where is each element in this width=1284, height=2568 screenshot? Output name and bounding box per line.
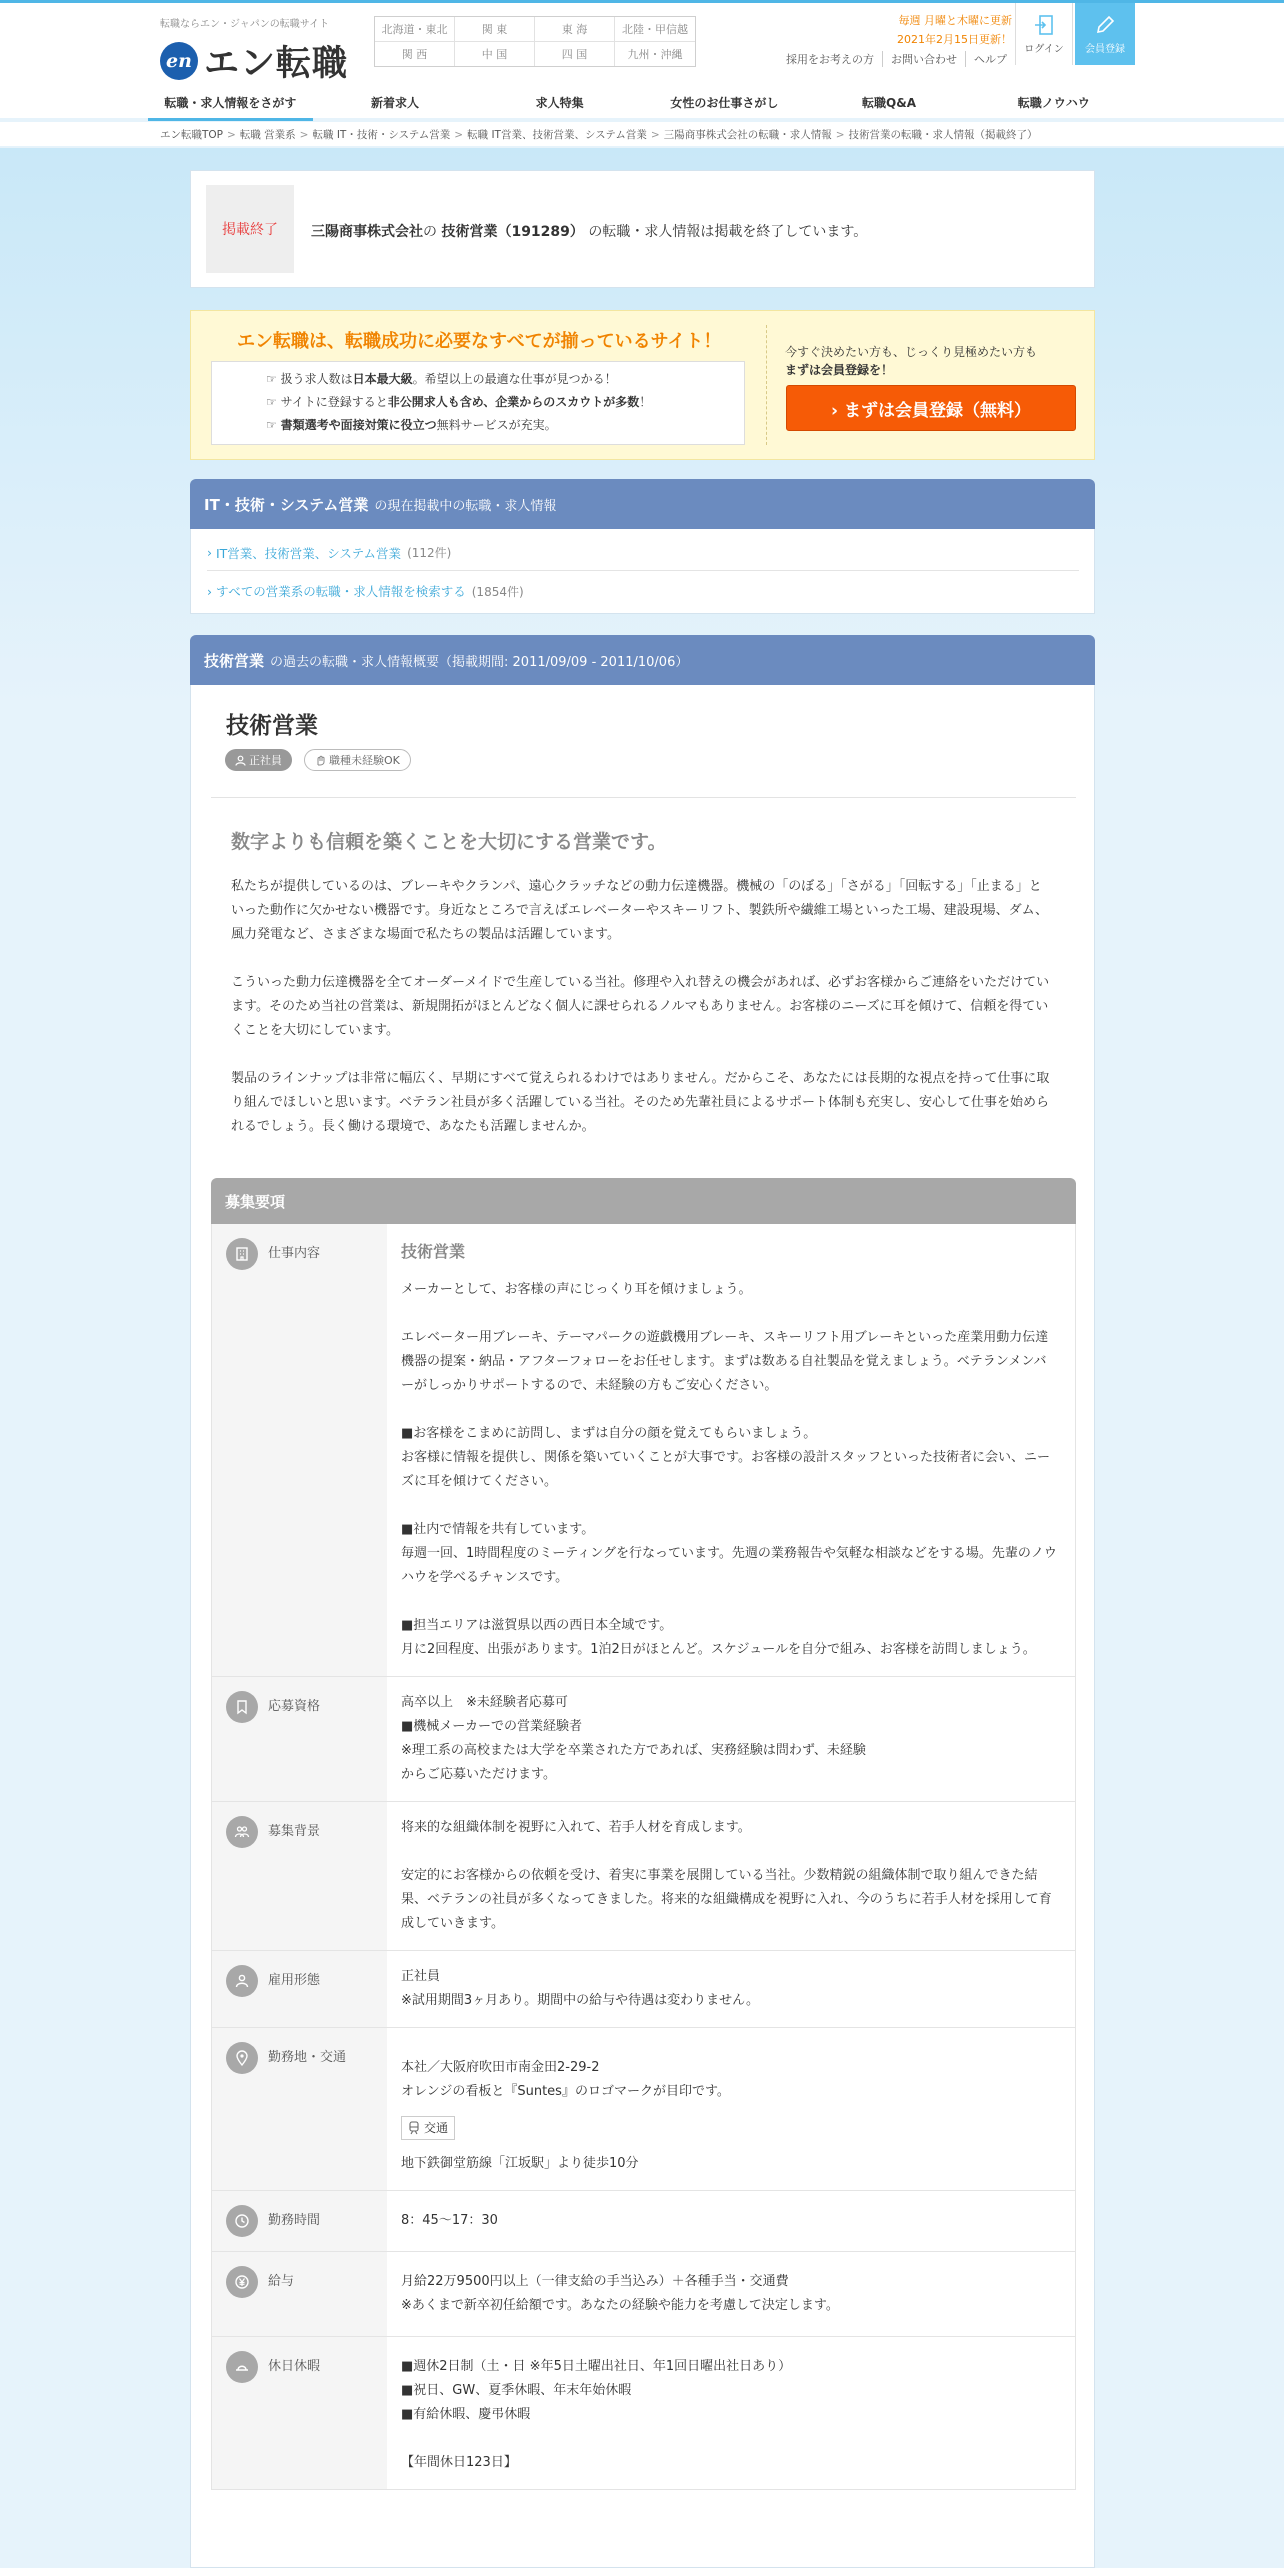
clock-icon — [226, 2205, 258, 2237]
category-links — [190, 529, 1095, 614]
area-link[interactable]: 関 東 — [455, 17, 535, 42]
req-label: 雇用形態 — [268, 1973, 321, 1988]
nav-women-jobs[interactable]: 女性のお仕事さがし — [670, 96, 779, 110]
site-header — [0, 3, 1284, 118]
nav-new-jobs[interactable]: 新着求人 — [371, 96, 420, 110]
category-count: (112件) — [407, 546, 452, 560]
area-link[interactable]: 東 海 — [535, 17, 615, 42]
work-title: 技術営業 — [401, 1242, 466, 1261]
req-label: 勤務時間 — [268, 2213, 321, 2228]
employment-tag: 正社員 — [225, 749, 292, 771]
req-value-work: 技術営業 メーカーとして、お客様の声にじっくり耳を傾けましょう。 エレベーター用ブレーキ、テーマパークの遊戯機用ブレーキ、スキーリフト用ブレーキといった産業用動力伝達機器の提案・納品・アフターフォローをお任せします。まずは数ある自社製品を覚えましょう。ベテランメンバーがしっかりサポートするので、未経験の方もご安心ください。 ■お客様をこまめに訪問し、まずは自分の顔を覚えてもらいましょう。 お客様に情報を提供し、関係を築いていくことが大事です。お客様の設計スタッフといった技術者に会い、ニーズに耳を傾けてください。 ■社内で情報を共有しています。 毎週一回、1時間程度のミーティングを行なっています。先週の業務報告や気軽な相談などをする場。先輩のノウハウを学べるチャンスです。 ■担当エリアは滋賀県以西の西日本全域です。 月に2回程度、出張があります。1泊2日がほとんど。スケジュールを自分で組み、お客様を訪問しましょう。 — [387, 1224, 1075, 1676]
divider — [211, 797, 1076, 798]
area-link[interactable]: 中 国 — [455, 42, 535, 67]
nav-search-jobs[interactable]: 転職・求人情報をさがす — [148, 88, 313, 121]
global-nav — [148, 88, 1136, 121]
breadcrumb-item[interactable]: 三陽商事株式会社の転職・求人情報 — [663, 129, 832, 141]
pencil-icon — [1094, 14, 1116, 36]
en-logo-icon: en — [160, 42, 198, 80]
promo-divider — [766, 325, 767, 445]
map-pin-icon — [226, 2042, 258, 2074]
promo-title: エン転職は、転職成功に必要なすべてが揃っているサイト！ — [237, 331, 722, 352]
req-row-location — [211, 2028, 1076, 2191]
area-link[interactable]: 九州・沖縄 — [627, 47, 683, 61]
all-sales-link[interactable]: すべての営業系の転職・求人情報を検索する — [215, 584, 466, 599]
update-date: 2021年2月15日更新！ — [897, 33, 1012, 46]
job-intro — [231, 875, 1051, 1163]
intro-paragraph: こういった動力伝達機器を全てオーダーメイドで生産している当社。修理や入れ替えの機会があれば、必ずお客様からご連絡をいただけています。そのため当社の営業は、新規開拓がほとんどなく個人に課せられるノルマもありません。お客様のニーズに耳を傾けて、信頼を得ていくことを大切にしています。 — [231, 975, 1050, 1038]
req-value-location: 本社／大阪府吹田市南金田2-29-2 オレンジの看板と『Suntes』のロゴマークが目印です。 交通 地下鉄御堂筋線「江坂駅」より徒歩10分 — [401, 2060, 730, 2171]
hand-icon — [315, 755, 326, 766]
breadcrumb-item[interactable]: 転職 営業系 — [239, 129, 296, 141]
req-row-qualification — [211, 1677, 1076, 1802]
login-icon — [1033, 14, 1055, 36]
intro-paragraph: 私たちが提供しているのは、ブレーキやクランパ、遠心クラッチなどの動力伝達機器。機械の「のぼる」「さがる」「回転する」「止まる」といった動作に欠かせない機器です。身近なところで言えばエレベーターやスキーリフト、製鉄所や繊維工場といった工場、建設現場、ダム、風力発電など、さまざまな場面で私たちの製品は活躍しています。 — [231, 879, 1049, 942]
req-row-holidays — [211, 2337, 1076, 2490]
category-subtitle: の現在掲載中の転職・求人情報 — [374, 498, 557, 514]
breadcrumb-item[interactable]: エン転職TOP — [160, 129, 224, 141]
header-links — [778, 51, 1015, 67]
area-link[interactable]: 関 西 — [375, 42, 455, 67]
req-value-qualification: 高卒以上 ※未経験者応募可 ■機械メーカーでの営業経験者 ※理工系の高校または大学を卒業された方であれば、実務経験は問わず、未経験 からご応募いただけます。 — [401, 1695, 866, 1782]
area-link[interactable]: 四 国 — [535, 42, 615, 67]
req-label: 給与 — [268, 2274, 295, 2289]
promo-side-text: 今すぐ決めたい方も、じっくり見極めたい方も まずは会員登録を！ — [785, 345, 1038, 377]
promo-benefit: ☞ 書類選考や面接対策に役立つ無料サービスが充実。 — [266, 418, 557, 432]
inexperienced-ok-tag: 職種未経験OK — [304, 749, 411, 771]
register-cta-button[interactable]: › まずは会員登録（無料） — [786, 385, 1076, 431]
login-button[interactable] — [1015, 3, 1073, 65]
yen-icon — [226, 2266, 258, 2298]
req-value-hours: 8：45～17：30 — [401, 2213, 498, 2228]
login-label: ログイン — [1024, 43, 1064, 55]
register-label: 会員登録 — [1085, 43, 1125, 55]
past-title: 技術営業 — [204, 651, 265, 670]
people-icon — [226, 1816, 258, 1848]
logo-tagline: 転職ならエン・ジャパンの転職サイト — [160, 19, 330, 30]
registration-promo — [190, 310, 1095, 460]
ended-message: 三陽商事株式会社の 技術営業（191289） の転職・求人情報は掲載を終了しています。 — [311, 224, 868, 240]
contact-link[interactable]: お問い合わせ — [882, 51, 965, 67]
req-row-work — [211, 1224, 1076, 1677]
person-icon — [235, 755, 246, 766]
req-label: 勤務地・交通 — [268, 2050, 347, 2065]
req-row-employment — [211, 1951, 1076, 2028]
area-link[interactable]: 北海道・東北 — [375, 17, 455, 42]
breadcrumb-item[interactable]: 転職 IT営業、技術営業、システム営業 — [467, 129, 647, 141]
job-id: 技術営業（191289） — [441, 224, 584, 240]
update-schedule: 毎週 月曜と木曜に更新 — [898, 14, 1012, 27]
category-title: IT・技術・システム営業 — [204, 495, 369, 514]
building-icon — [226, 1238, 258, 1270]
req-value-employment: 正社員 ※試用期間3ヶ月あり。期間中の給与や待遇は変わりません。 — [401, 1969, 759, 2008]
job-detail — [190, 685, 1095, 2568]
transit-tag: 交通 — [401, 2116, 455, 2140]
company-name: 三陽商事株式会社 — [311, 224, 423, 240]
promo-benefits — [211, 361, 745, 445]
category-panel-header — [190, 479, 1095, 529]
promo-benefit: ☞ 扱う求人数は日本最大級。希望以上の最適な仕事が見つかる！ — [266, 372, 617, 386]
past-listing-header — [190, 635, 1095, 685]
nav-qa[interactable]: 転職Q&A — [862, 96, 916, 110]
req-value-background: 将来的な組織体制を視野に入れて、若手人材を育成します。 安定的にお客様からの依頼を受け、着実に事業を展開している当社。少数精鋭の組織体制で取り組んできた結果、ベテランの社員が多くなってきました。将来的な組織構成を視野に入れ、今のうちに若手人材を採用して育成していきます。 — [401, 1820, 1052, 1931]
req-row-salary — [211, 2252, 1076, 2337]
category-link-row: › すべての営業系の転職・求人情報を検索する (1854件) — [207, 583, 524, 599]
requirements-header: 募集要項 — [211, 1178, 1076, 1224]
listing-ended-notice — [190, 170, 1095, 288]
req-row-background — [211, 1802, 1076, 1951]
job-catchphrase: 数字よりも信頼を築くことを大切にする営業です。 — [231, 831, 667, 853]
area-selector — [374, 16, 696, 67]
help-link[interactable]: ヘルプ — [965, 51, 1015, 67]
update-note — [897, 11, 1012, 49]
breadcrumb-item[interactable]: 転職 IT・技術・システム営業 — [312, 129, 451, 141]
promo-benefit: ☞ サイトに登録すると非公開求人も含め、企業からのスカウトが多数！ — [266, 395, 652, 409]
req-value-salary: 月給22万9500円以上（一律支給の手当込み）＋各種手当・交通費 ※あくまで新卒初任給額です。あなたの経験や能力を考慮して決定します。 — [401, 2274, 839, 2313]
category-link-row: › IT営業、技術営業、システム営業 (112件) — [207, 535, 1079, 571]
recruiter-link[interactable]: 採用をお考えの方 — [786, 53, 874, 66]
req-label: 募集背景 — [268, 1824, 321, 1839]
req-row-hours — [211, 2191, 1076, 2252]
bookmark-icon — [226, 1691, 258, 1723]
area-link[interactable]: 北陸・甲信越 — [615, 17, 695, 42]
intro-paragraph: 製品のラインナップは非常に幅広く、早期にすべて覚えられるわけではありません。だからこそ、あなたには長期的な視点を持って仕事に取り組んでほしいと思います。ベテラン社員が多く活躍している当社。そのため先輩社員によるサポート体制も充実し、安心して仕事を始められるでしょう。長く働ける環境で、あなたも活躍しませんか。 — [231, 1071, 1050, 1134]
logo-text: エン転職 — [204, 44, 349, 84]
all-sales-count: (1854件) — [471, 584, 524, 599]
req-label: 休日休暇 — [268, 2359, 321, 2374]
req-label: 仕事内容 — [268, 1246, 321, 1261]
category-link[interactable]: IT営業、技術営業、システム営業 — [215, 545, 402, 561]
register-button[interactable] — [1075, 3, 1135, 65]
req-value-holidays: ■週休2日制（土・日 ※年5日土曜出社日、年1回日曜出社日あり） ■祝日、GW、夏季休暇、年末年始休暇 ■有給休暇、慶弔休暇 【年間休日123日】 — [401, 2359, 792, 2470]
breadcrumb: エン転職TOP > 転職 営業系 > 転職 IT・技術・システム営業 > 転職 IT営業、技術営業、システム営業 > 三陽商事株式会社の転職・求人情報 > 技術営業の転職・求人情報（掲載終了） — [0, 122, 1284, 146]
job-title: 技術営業 — [226, 713, 318, 739]
breadcrumb-current: 技術営業の転職・求人情報（掲載終了） — [848, 129, 1038, 141]
req-label: 応募資格 — [268, 1699, 321, 1714]
logo[interactable] — [160, 15, 370, 86]
ended-badge: 掲載終了 — [206, 185, 294, 273]
nav-features[interactable]: 求人特集 — [535, 96, 584, 110]
hat-icon — [226, 2351, 258, 2383]
train-icon — [408, 2121, 420, 2135]
past-subtitle: の過去の転職・求人情報概要（掲載期間: 2011/09/09 - 2011/10/06） — [270, 654, 689, 670]
nav-knowhow[interactable]: 転職ノウハウ — [1017, 96, 1090, 110]
person-icon — [226, 1965, 258, 1997]
requirements-table — [211, 1224, 1076, 2490]
